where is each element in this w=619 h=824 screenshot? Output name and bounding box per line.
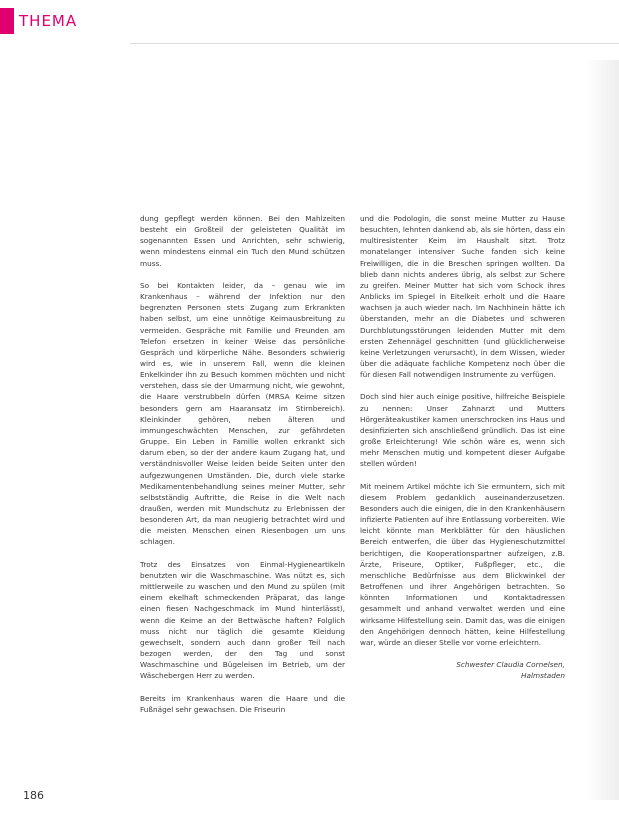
paragraph: Mit meinem Artikel möchte ich Sie ermuntern, sich mit diesem Problem gedanklich auseinanderzusetzen. Besonders auch die einigen, die in den Krankenhäusern infizierte Patienten auf ihre Entlassung vorbereiten. Wie leicht könnte man Merkblätter für den häuslichen Bereich entwerfen, die über das Hygieneschutzmittel berichtigen, die Kooperationspartner aufzeigen, z.B. Ärzte, Friseure, Optiker, Fußpfleger, etc., die menschliche Bedürfnisse aus dem Blickwinkel der Betroffenen und ihrer Angehörigen betrachten. So könnten Informationen und Kontaktadressen gesammelt und anhand verwaltet werden und eine wirksame Hilfestellung sein. Damit das, was die einigen den Angehörigen dennoch hätten, keine Hilfestellung war, würde an dieser Stelle vor vorne erleichtern. [360,481,565,647]
page-header [0,0,619,44]
paragraph: dung gepflegt werden können. Bei den Mahlzeiten besteht ein Großteil der geleisteten Qualität im sogenannten Essen und Anrichten, sehr schwierig, wenn mindestens einmal ein Tuch den Mund schützen muss. [140,214,345,268]
author-name: Schwester Claudia Cornelsen, [456,660,565,670]
page-edge-shadow [585,60,619,800]
paragraph: und die Podologin, die sonst meine Mutter zu Hause besuchten, lehnten dankend ab, als sie hörten, dass ein multiresistenter Keim im Haushalt sitzt. Trotz monatelanger intensiver Suche fanden sich keine Freiwilligen, die in die Breschen springen wollten. Da blieb dann nichts anderes übrig, als selbst zur Schere zu greifen. Meiner Mutter hat sich vom Schock ihres Anblicks im Spiegel in Eitelkeit erholt und die Haare wachsen ja auch wieder nach. Im Nachhinein hätte ich überstanden, mehr an die Diabetes und schweren Durchblutungsstörungen leidenden Mutter mit dem ersten Zehennägel geschnitten (und glücklicherweise keine Verletzungen verursacht), in dem Wissen, wieder über die adäquate fachliche Kompetenz noch über die für diesen Fall notwendigen Instrumente zu verfügen. [360,214,565,380]
author-location: Halmstaden [521,671,565,681]
paragraph: So bei Kontakten leider, da – genau wie im Krankenhaus – während der Infektion nur den begrenzten Personen stets Zugang zum Erkrankten haben selbst, um eine unnötige Keimausbreitung zu vermeiden. Gespräche mit Familie und Freunden am Telefon ersetzen in keiner Weise das persönliche Gespräch und körperliche Nähe. Besonders schwierig wird es, wie in unserem Fall, wenn die kleinen Enkelkinder ihn zu Besuch kommen möchten und nicht verstehen, dass sie der Umarmung nicht, wie gewohnt, die Haare verstrubbeln dürfen (MRSA Keime sitzen besonders gern am Haaransatz im Stirnbereich). Kleinkinder gehören, neben älteren und immungeschwächten Menschen, zur gefährdeten Gruppe. Ein Leben in Familie wollen erkrankt sich darum eben, so der der andere kaum Zugang hat, und verständnisvoller Weise leiden beide Seiten unter den aufgezwungenen Umständen. Die, durch viele starke Medikamentenbehandlung seines meiner Mutter, sehr selbstständig Auftritte, die Reise in die Welt nach draußen, werden mit Mundschutz zu Erlebnissen der besonderen Art, da man neugierig betrachtet wird und die meisten Menschen einen Riesenbogen um uns schlagen. [140,280,345,547]
paragraph: Trotz des Einsatzes von Einmal-Hygieneartikeln benutzten wir die Waschmaschine. Was nützt es, sich mittlerweile zu waschen und den Mund zu spülen (mit einem ekelhaft schmeckenden Präparat, das lange einen fiesen Nachgeschmack im Mund hinterlässt), wenn die Keime an der Bettwäsche haften? Folglich muss nicht nur täglich die gesamte Kleidung gewechselt, sondern auch dann großer Teil nach bezogen werden, der den Tag und sonst Waschmaschine und Bügeleisen im Betrieb, um der Wäschebergen Herr zu werden. [140,559,345,681]
article-column-right [360,213,565,681]
page-number: 186 [23,789,44,802]
section-marker [0,8,14,34]
header-rule [130,43,619,44]
article-column-left [140,213,345,715]
author-signature [360,659,565,681]
section-title: THEMA [19,12,78,30]
paragraph: Doch sind hier auch einige positive, hilfreiche Beispiele zu nennen: Unser Zahnarzt und Mutters Hörgeräteakustiker kamen unerschrocken ins Haus und desinfizierten sich anschließend gründlich. Das ist eine große Erleichterung! Wie schön wäre es, wenn sich mehr Menschen mutig und kompetent dieser Aufgabe stellen würden! [360,392,565,469]
paragraph: Bereits im Krankenhaus waren die Haare und die Fußnägel sehr gewachsen. Die Friseurin [140,693,345,714]
